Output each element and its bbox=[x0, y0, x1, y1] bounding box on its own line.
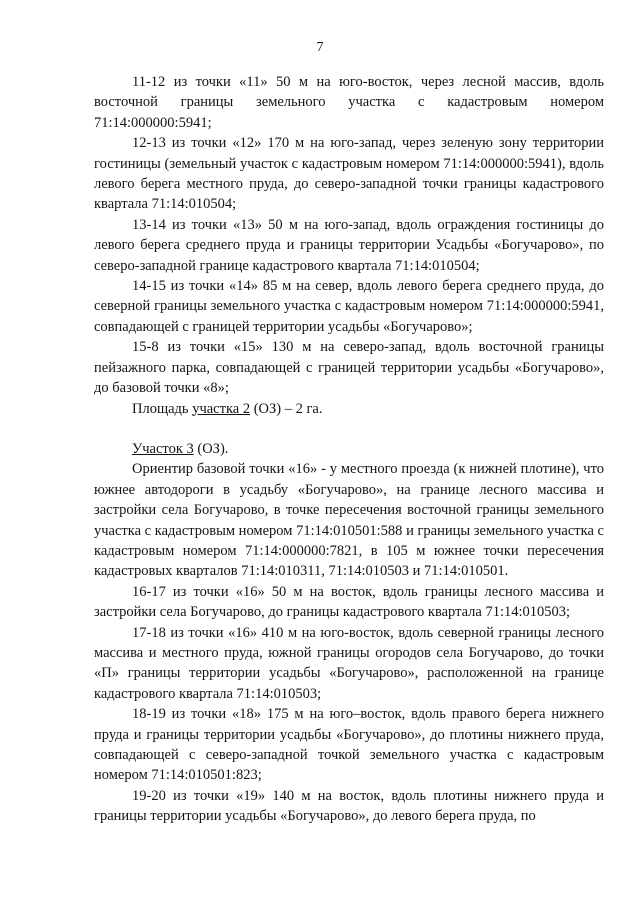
page-number: 7 bbox=[316, 40, 324, 55]
paragraph-15-8: 15-8 из точки «15» 130 м на северо-запад, вдоль восточной границы пейзажного парка, совпадающей с границей территории усадьбы «Богучарово», до базовой точки «8»; bbox=[94, 339, 604, 397]
paragraph-19-20: 19-20 из точки «19» 140 м на восток, вдоль плотины нижнего пруда и границы территории усадьбы «Богучарово», до левого берега пруда, по bbox=[94, 787, 604, 825]
area-statement bbox=[94, 399, 604, 419]
paragraph-11-12: 11-12 из точки «11» 50 м на юго-восток, через лесной массив, вдоль восточной границы земельного участка с кадастровым номером 71:14:000000:5941; bbox=[94, 74, 604, 131]
paragraph-14-15: 14-15 из точки «14» 85 м на север, вдоль левого берега среднего пруда, до северной границы земельного участка с кадастровым номером 71:14:000000:5941, совпадающей с границей территории усадьбы «Богучарово»; bbox=[94, 278, 604, 335]
paragraph-base-point-16: Ориентир базовой точки «16» - у местного проезда (к нижней плотине), что южнее автодороги в усадьбу «Богучарово», на границе лесного массива и застройки села Богучарово, в точке пересечения восточной границы земельного участка с кадастровым номером 71:14:010501:588 и границы земельного участка с кадастровым номером 71:14:000000:7821, в 105 м южнее точки пересечения кадастровых кварталов 71:14:010311, 71:14:010503 и 71:14:010501. bbox=[94, 461, 604, 580]
paragraph-16-17: 16-17 из точки «16» 50 м на восток, вдоль границы лесного массива и застройки села Богучарово, до границы кадастрового квартала 71:14:010503; bbox=[94, 583, 604, 621]
section-heading-rest: (ОЗ). bbox=[193, 440, 229, 457]
paragraph-13-14: 13-14 из точки «13» 50 м на юго-запад, вдоль ограждения гостиницы до левого берега среднего пруда и границы территории Усадьбы «Богучарово», по северо-западной границе кадастрового квартала 71:14:010504; bbox=[94, 216, 604, 274]
section-heading-plot-3 bbox=[94, 439, 604, 459]
paragraph-17-18: 17-18 из точки «16» 410 м на юго-восток, вдоль северной границы лесного массива и местного пруда, южной границы огородов села Богучарово, до точки «П» границы территории усадьбы «Богучарово», расположенной на границе кадастрового квартала 71:14:010503; bbox=[94, 624, 604, 702]
area-plot-reference: участка 2 bbox=[192, 400, 251, 417]
paragraph-12-13: 12-13 из точки «12» 170 м на юго-запад, через зеленую зону территории гостиницы (земельный участок с кадастровым номером 71:14:000000:5941), вдоль левого берега местного пруда, до северо-западной точки границы кадастрового квартала 71:14:010504; bbox=[94, 135, 604, 213]
area-prefix: Площадь bbox=[132, 400, 193, 417]
paragraph-18-19: 18-19 из точки «18» 175 м на юго–восток, вдоль правого берега нижнего пруда и границы территории усадьбы «Богучарово», до плотины нижнего пруда, совпадающей с северо-западной точкой земельного участка с кадастровым номером 71:14:010501:823; bbox=[94, 706, 604, 784]
document-body bbox=[94, 72, 604, 827]
section-heading-underlined: Участок 3 bbox=[132, 440, 194, 457]
area-suffix: (ОЗ) – 2 га. bbox=[250, 400, 323, 417]
